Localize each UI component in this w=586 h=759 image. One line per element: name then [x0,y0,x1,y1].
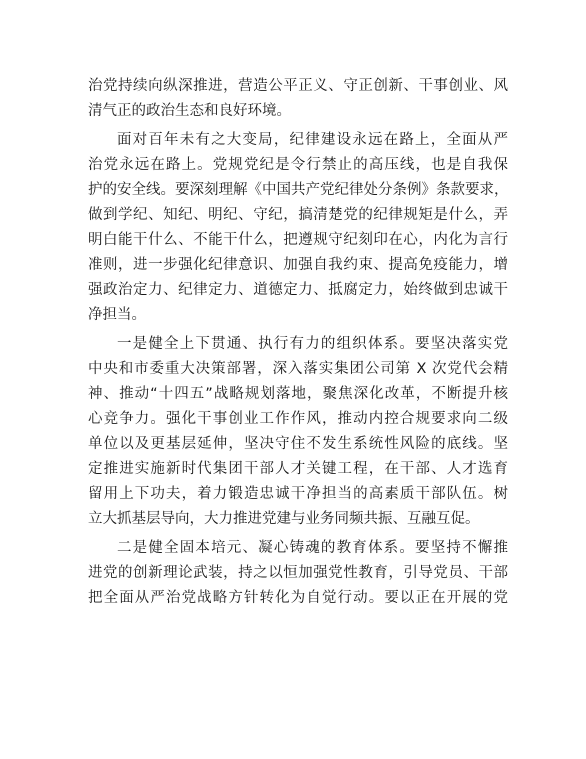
paragraph-2 [88,128,508,328]
text-line: 中央和市委重大决策部署，深入落实集团公司第 X 次党代会精 [88,361,508,377]
text-line: 神、推动“十四五”战略规划落地，聚焦深化改革，不断提升核 [88,386,508,402]
text-line: 做到学纪、知纪、明纪、守纪，搞清楚党的纪律规矩是什么，弄 [88,207,508,223]
text-line: 定推进实施新时代集团干部人才关键工程，在干部、人才选育 [88,461,508,477]
text-line: 单位以及更基层延伸，坚决守住不发生系统性风险的底线。坚 [88,436,508,452]
text-line: 护的安全线。要深刻理解《中国共产党纪律处分条例》条款要求， [88,182,509,198]
text-line: 心竞争力。强化干事创业工作作风，推动内控合规要求向二级 [88,411,508,427]
text-line: 净担当。 [88,307,146,323]
paragraph-3 [88,332,508,532]
text-line: 一是健全上下贯通、执行有力的组织体系。要坚决落实党 [117,336,508,352]
text-line: 把全面从严治党战略方针转化为自觉行动。要以正在开展的党 [88,590,508,606]
text-line: 二是健全固本培元、凝心铸魂的教育体系。要坚持不懈推 [117,540,508,556]
text-line: 治党持续向纵深推进，营造公平正义、守正创新、干事创业、风 [88,78,508,94]
text-line: 清气正的政治生态和良好环境。 [88,103,291,119]
text-line: 治党永远在路上。党规党纪是令行禁止的高压线，也是自我保 [88,157,508,173]
paragraph-1 [88,74,508,124]
paragraph-4 [88,536,508,611]
text-line: 强政治定力、纪律定力、道德定力、抵腐定力，始终做到忠诚干 [88,282,508,298]
text-line: 明白能干什么、不能干什么，把遵规守纪刻印在心，内化为言行 [88,232,508,248]
text-line: 面对百年未有之大变局，纪律建设永远在路上，全面从严 [117,132,508,148]
text-line: 留用上下功夫，着力锻造忠诚干净担当的高素质干部队伍。树 [88,486,508,502]
text-line: 准则，进一步强化纪律意识、加强自我约束、提高免疫能力，增 [88,257,508,273]
text-line: 进党的创新理论武装，持之以恒加强党性教育，引导党员、干部 [88,565,508,581]
document-body [88,74,508,611]
text-line: 立大抓基层导向，大力推进党建与业务同频共振、互融互促。 [88,511,480,527]
